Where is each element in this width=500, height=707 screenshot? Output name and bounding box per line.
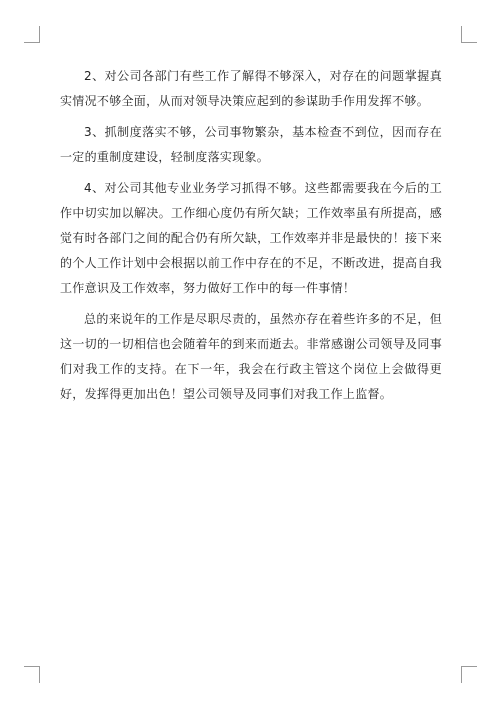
crop-mark-bottom-left [24,666,40,683]
crop-mark-top-right [461,26,477,43]
crop-mark-bottom-right [461,666,477,683]
paragraph-item-3: 3、抓制度落实不够，公司事物繁杂，基本检查不到位，因而存在一定的重制度建设，轻制度落实现象。 [60,125,442,164]
paragraph-item-2: 2、对公司各部门有些工作了解得不够深入，对存在的问题掌握真实情况不够全面，从而对领导决策应起到的参谋助手作用发挥不够。 [60,69,442,108]
paragraph-summary: 总的来说年的工作是尽职尽责的，虽然亦存在着些许多的不足，但这一切的一切相信也会随着年的到来而逝去。非常感谢公司领导及同事们对我工作的支持。在下一年，我会在行政主管这个岗位上会做得更好，发挥得更加出色！望公司领导及同事们对我工作上监督。 [60,312,442,401]
crop-mark-top-left [24,26,40,43]
paragraph-item-4: 4、对公司其他专业业务学习抓得不够。这些都需要我在今后的工作中切实加以解决。工作细心度仍有所欠缺；工作效率虽有所提高，感觉有时各部门之间的配合仍有所欠缺，工作效率并非是最快的！接下来的个人工作计划中会根据以前工作中存在的不足，不断改进，提高自我工作意识及工作效率，努力做好工作中的每一件事情！ [60,181,442,295]
document-body [60,64,442,413]
